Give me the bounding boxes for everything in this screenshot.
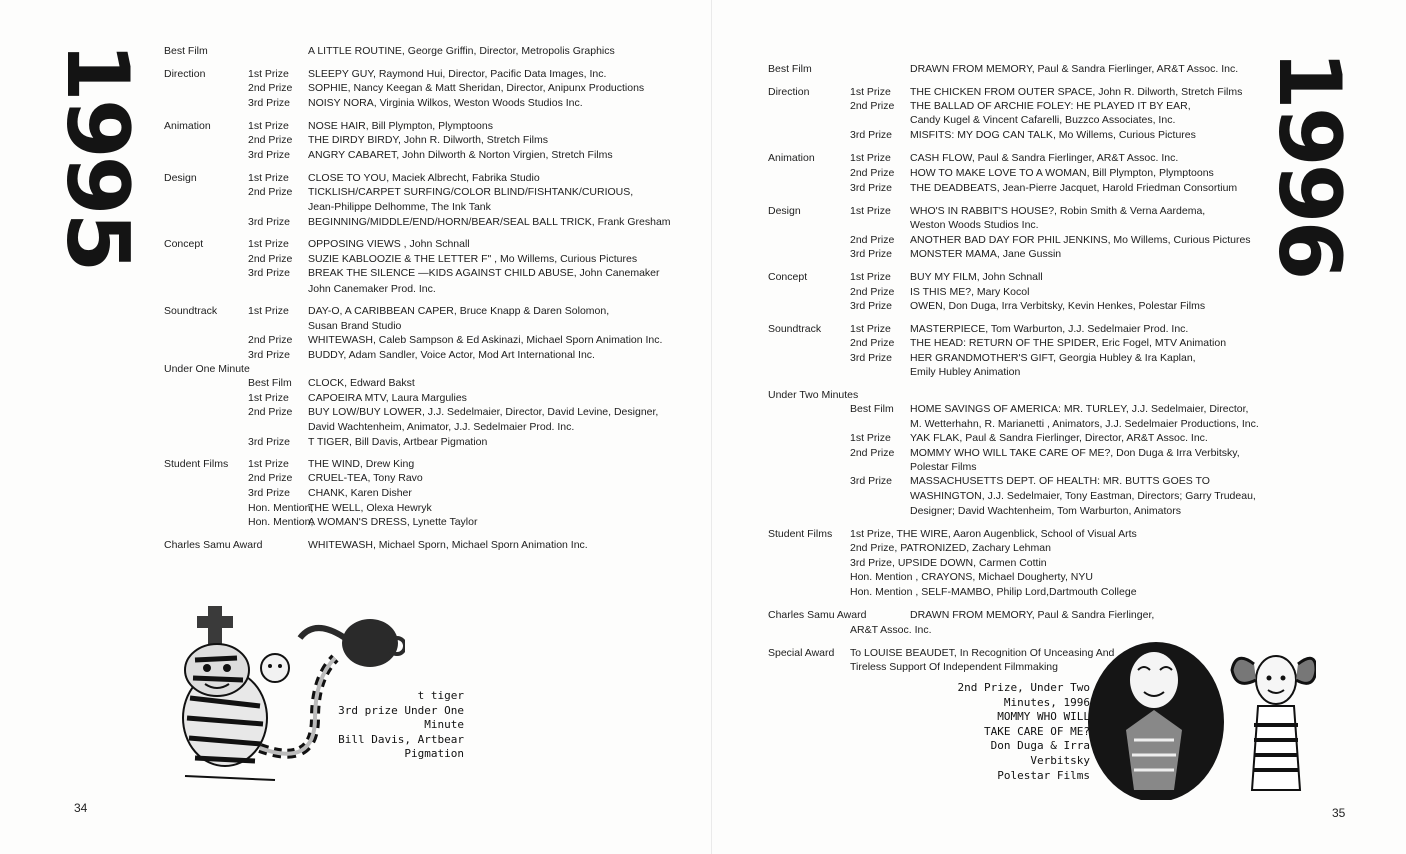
tiger-caption	[338, 689, 464, 762]
rank-label: 2nd Prize	[248, 82, 293, 94]
rank-label: 3rd Prize	[850, 182, 893, 194]
mommy-illustration	[1086, 640, 1316, 800]
entry-text: HER GRANDMOTHER'S GIFT, Georgia Hubley & Ira Kaplan,	[910, 352, 1196, 364]
entry-text: BUY LOW/BUY LOWER, J.J. Sedelmaier, Director, David Levine, Designer,	[308, 406, 659, 418]
category-label: Under Two Minutes	[768, 389, 859, 401]
rank-label: 1st Prize	[850, 271, 891, 283]
entry-text: CLOSE TO YOU, Maciek Albrecht, Fabrika Studio	[308, 172, 540, 184]
category-label: Student Films	[164, 458, 229, 470]
rank-label: 1st Prize	[248, 305, 289, 317]
entry-text: WHO'S IN RABBIT'S HOUSE?, Robin Smith & Verna Aardema,	[910, 205, 1206, 217]
rank-label: 3rd Prize	[850, 129, 893, 141]
rank-label: 3rd Prize	[850, 352, 893, 364]
entry-text: 3rd Prize, UPSIDE DOWN, Carmen Cottin	[850, 557, 1047, 569]
rank-label: 2nd Prize	[850, 167, 895, 179]
entry-text: THE CHICKEN FROM OUTER SPACE, John R. Dilworth, Stretch Films	[910, 86, 1243, 98]
caption-line: 3rd prize Under One	[338, 703, 464, 717]
entry-text: BREAK THE SILENCE —KIDS AGAINST CHILD ABUSE, John Canemaker	[308, 267, 660, 279]
category-label: Design	[164, 172, 197, 184]
entry-text: THE BALLAD OF ARCHIE FOLEY: HE PLAYED IT BY EAR,	[910, 100, 1191, 112]
category-label: Soundtrack	[768, 323, 822, 335]
entry-text: MASTERPIECE, Tom Warburton, J.J. Sedelmaier Prod. Inc.	[910, 323, 1189, 335]
rank-label: 3rd Prize	[248, 97, 291, 109]
entry-text: Designer; David Wachtenheim, Tom Warburton, Animators	[910, 505, 1181, 517]
category-label: Best Film	[164, 45, 208, 57]
entry-text: Hon. Mention , CRAYONS, Michael Dougherty, NYU	[850, 571, 1093, 583]
rank-label: 1st Prize	[850, 205, 891, 217]
entry-text: ANGRY CABARET, John Dilworth & Norton Virgien, Stretch Films	[308, 149, 613, 161]
rank-label: 2nd Prize	[248, 334, 293, 346]
rank-label: 1st Prize	[248, 172, 289, 184]
entry-text: HOW TO MAKE LOVE TO A WOMAN, Bill Plympton, Plymptoons	[910, 167, 1214, 179]
entry-text: Susan Brand Studio	[308, 320, 402, 332]
category-label: Charles Samu Award	[768, 609, 867, 621]
entry-text: DRAWN FROM MEMORY, Paul & Sandra Fierlinger,	[910, 609, 1155, 621]
rank-label: 2nd Prize	[248, 186, 293, 198]
category-label: Direction	[768, 86, 810, 98]
rank-label: 2nd Prize	[850, 286, 895, 298]
entry-text: THE WELL, Olexa Hewryk	[308, 502, 432, 514]
entry-text: HOME SAVINGS OF AMERICA: MR. TURLEY, J.J. Sedelmaier, Director,	[910, 403, 1249, 415]
category-label: Direction	[164, 68, 206, 80]
entry-text: NOISY NORA, Virginia Wilkos, Weston Woods Studios Inc.	[308, 97, 583, 109]
rank-label: 3rd Prize	[850, 475, 893, 487]
entry-text: Tireless Support Of Independent Filmmaking	[850, 661, 1058, 673]
entry-text: WHITEWASH, Michael Sporn, Michael Sporn Animation Inc.	[308, 539, 588, 551]
entry-text: David Wachtenheim, Animator, J.J. Sedelmaier Prod. Inc.	[308, 421, 575, 433]
entry-text: To LOUISE BEAUDET, In Recognition Of Unceasing And	[850, 647, 1115, 659]
entry-text: THE DIRDY BIRDY, John R. Dilworth, Stretch Films	[308, 134, 549, 146]
year-heading-1995: 1995	[47, 42, 147, 270]
entry-text: MISFITS: MY DOG CAN TALK, Mo Willems, Curious Pictures	[910, 129, 1196, 141]
entry-text: CRUEL-TEA, Tony Ravo	[308, 472, 423, 484]
caption-line: Verbitsky	[1030, 753, 1090, 767]
entry-text: BUDDY, Adam Sandler, Voice Actor, Mod Art International Inc.	[308, 349, 595, 361]
category-label: Animation	[768, 152, 815, 164]
rank-label: 2nd Prize	[850, 234, 895, 246]
rank-label: 3rd Prize	[248, 487, 291, 499]
entry-text: A LITTLE ROUTINE, George Griffin, Director, Metropolis Graphics	[308, 45, 615, 57]
mommy-caption	[958, 681, 1090, 783]
entry-text: CAPOEIRA MTV, Laura Margulies	[308, 392, 467, 404]
rank-label: 1st Prize	[248, 238, 289, 250]
entry-text: OPPOSING VIEWS , John Schnall	[308, 238, 470, 250]
rank-label: 3rd Prize	[850, 300, 893, 312]
rank-label: 1st Prize	[850, 323, 891, 335]
rank-label: 1st Prize	[248, 392, 289, 404]
entry-text: Polestar Films	[910, 461, 977, 473]
entry-text: BUY MY FILM, John Schnall	[910, 271, 1043, 283]
entry-text: OWEN, Don Duga, Irra Verbitsky, Kevin Henkes, Polestar Films	[910, 300, 1206, 312]
entry-text: BEGINNING/MIDDLE/END/HORN/BEAR/SEAL BALL TRICK, Frank Gresham	[308, 216, 671, 228]
entry-text: THE HEAD: RETURN OF THE SPIDER, Eric Fogel, MTV Animation	[910, 337, 1227, 349]
category-label: Best Film	[768, 63, 812, 75]
category-label: Soundtrack	[164, 305, 218, 317]
entry-text: SLEEPY GUY, Raymond Hui, Director, Pacific Data Images, Inc.	[308, 68, 607, 80]
caption-line: t tiger	[417, 689, 464, 702]
rank-label: 2nd Prize	[248, 406, 293, 418]
rank-label: 2nd Prize	[248, 134, 293, 146]
rank-label: 3rd Prize	[248, 149, 291, 161]
entry-text: Emily Hubley Animation	[910, 366, 1021, 378]
caption-line: Don Duga & Irra	[990, 739, 1090, 753]
rank-label: 2nd Prize	[248, 253, 293, 265]
entry-text: T TIGER, Bill Davis, Artbear Pigmation	[308, 436, 488, 448]
rank-label: 1st Prize	[850, 152, 891, 164]
page-number-left: 34	[74, 801, 88, 815]
entry-text: MASSACHUSETTS DEPT. OF HEALTH: MR. BUTTS GOES TO	[910, 475, 1210, 487]
entry-text: ANOTHER BAD DAY FOR PHIL JENKINS, Mo Willems, Curious Pictures	[910, 234, 1251, 246]
rank-label: 3rd Prize	[248, 349, 291, 361]
entry-text: Hon. Mention , SELF-MAMBO, Philip Lord,Dartmouth College	[850, 586, 1137, 598]
entry-text: MONSTER MAMA, Jane Gussin	[910, 248, 1062, 260]
entry-text: IS THIS ME?, Mary Kocol	[910, 286, 1030, 298]
rank-label: Best Film	[248, 377, 292, 389]
entry-text: John Canemaker Prod. Inc.	[308, 283, 436, 295]
rank-label: Best Film	[850, 403, 894, 415]
category-label: Under One Minute	[164, 363, 250, 375]
entry-text: SUZIE KABLOOZIE & THE LETTER F" , Mo Willems, Curious Pictures	[308, 253, 638, 265]
rank-label: 2nd Prize	[850, 447, 895, 459]
caption-line: Minutes, 1996	[1003, 695, 1090, 709]
caption-line: MOMMY WHO WILL	[997, 710, 1090, 724]
rank-label: 1st Prize	[248, 458, 289, 470]
entry-text: YAK FLAK, Paul & Sandra Fierlinger, Director, AR&T Assoc. Inc.	[910, 432, 1208, 444]
entry-text: WASHINGTON, J.J. Sedelmaier, Tony Eastman, Directors; Garry Trudeau,	[910, 490, 1256, 502]
entry-text: WHITEWASH, Caleb Sampson & Ed Askinazi, Michael Sporn Animation Inc.	[308, 334, 663, 346]
caption-line: Bill Davis, Artbear	[338, 732, 464, 746]
entry-text: MOMMY WHO WILL TAKE CARE OF ME?, Don Duga & Irra Verbitsky,	[910, 447, 1240, 459]
year-heading-1996: 1996	[1259, 50, 1359, 278]
category-label: Student Films	[768, 528, 833, 540]
rank-label: 2nd Prize	[850, 337, 895, 349]
entry-text: NOSE HAIR, Bill Plympton, Plymptoons	[308, 120, 493, 132]
entry-text: THE DEADBEATS, Jean-Pierre Jacquet, Harold Friedman Consortium	[910, 182, 1238, 194]
category-label: Animation	[164, 120, 211, 132]
entry-text: Weston Woods Studios Inc.	[910, 219, 1039, 231]
entry-text: DAY-O, A CARIBBEAN CAPER, Bruce Knapp & Daren Solomon,	[308, 305, 610, 317]
category-label: Charles Samu Award	[164, 539, 263, 551]
rank-label: 3rd Prize	[248, 267, 291, 279]
rank-label: 2nd Prize	[850, 100, 895, 112]
entry-text: CASH FLOW, Paul & Sandra Fierlinger, AR&T Assoc. Inc.	[910, 152, 1179, 164]
entry-text: 2nd Prize, PATRONIZED, Zachary Lehman	[850, 542, 1051, 554]
caption-line: Polestar Films	[997, 768, 1090, 782]
caption-line: Minute	[424, 718, 464, 732]
rank-label: 2nd Prize	[248, 472, 293, 484]
rank-label: 3rd Prize	[248, 436, 291, 448]
page-number-right: 35	[1332, 806, 1346, 820]
category-label: Concept	[164, 238, 204, 250]
entry-text: CHANK, Karen Disher	[308, 487, 412, 499]
category-label: Concept	[768, 271, 808, 283]
rank-label: 1st Prize	[248, 120, 289, 132]
entry-text: SOPHIE, Nancy Keegan & Matt Sheridan, Director, Anipunx Productions	[308, 82, 645, 94]
entry-text: 1st Prize, THE WIRE, Aaron Augenblick, School of Visual Arts	[850, 528, 1137, 540]
rank-label: Hon. Mention,	[248, 502, 314, 514]
entry-text: Candy Kugel & Vincent Cafarelli, Buzzco Associates, Inc.	[910, 114, 1176, 126]
entry-text: M. Wetterhahn, R. Marianetti , Animators, J.J. Sedelmaier Productions, Inc.	[910, 418, 1259, 430]
rank-label: 1st Prize	[850, 432, 891, 444]
caption-line: TAKE CARE OF ME?	[984, 724, 1090, 738]
rank-label: 1st Prize	[248, 68, 289, 80]
rank-label: 3rd Prize	[850, 248, 893, 260]
caption-line: Pigmation	[404, 747, 464, 761]
entry-text: Jean-Philippe Delhomme, The Ink Tank	[308, 201, 491, 213]
entry-text: THE WIND, Drew King	[308, 458, 415, 470]
entry-text: CLOCK, Edward Bakst	[308, 377, 415, 389]
entry-text: A WOMAN'S DRESS, Lynette Taylor	[308, 516, 478, 528]
entry-text: AR&T Assoc. Inc.	[850, 624, 932, 636]
caption-line: 2nd Prize, Under Two	[957, 681, 1090, 694]
rank-label: 1st Prize	[850, 86, 891, 98]
entry-text: DRAWN FROM MEMORY, Paul & Sandra Fierlinger, AR&T Assoc. Inc.	[910, 63, 1239, 75]
rank-label: 3rd Prize	[248, 216, 291, 228]
rank-label: Hon. Mention,	[248, 516, 314, 528]
entry-text: TICKLISH/CARPET SURFING/COLOR BLIND/FISHTANK/CURIOUS,	[308, 186, 634, 198]
category-label: Special Award	[768, 647, 835, 659]
category-label: Design	[768, 205, 801, 217]
